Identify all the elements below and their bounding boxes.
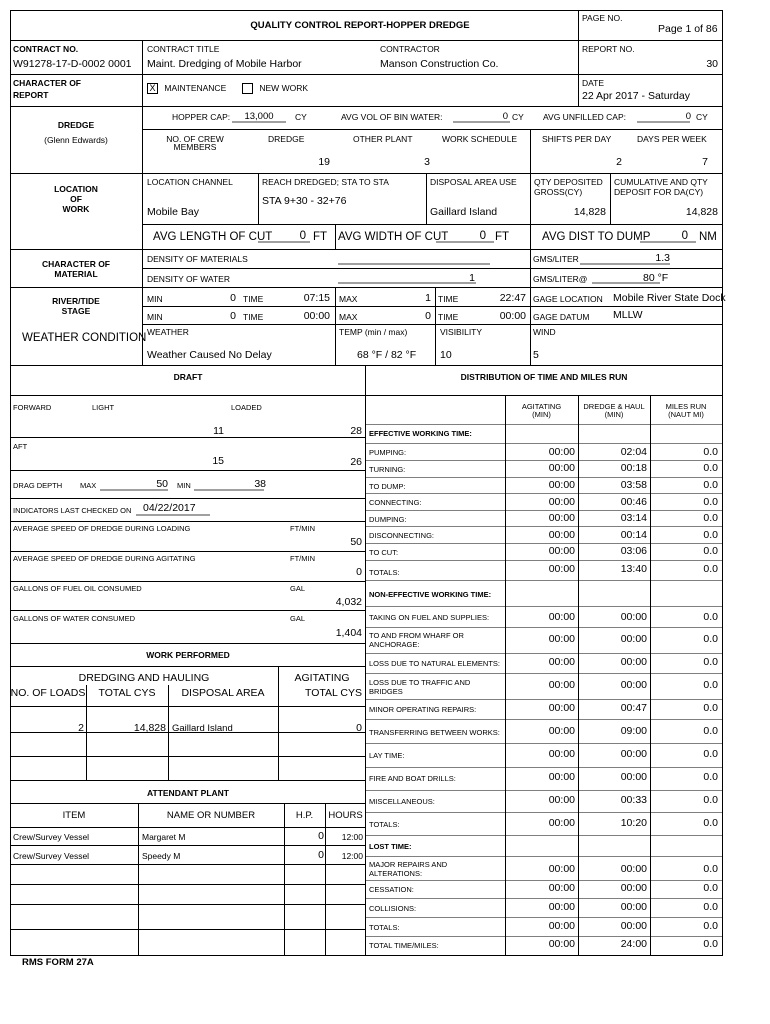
qty-label-2: GROSS(CY)	[534, 187, 583, 197]
river-time2-value: 00:00	[303, 310, 330, 322]
plant-row-2-item: Crew/Survey Vessel	[13, 851, 90, 861]
days-value: 7	[702, 156, 708, 168]
miles-col-label-1: MILES RUN	[665, 402, 707, 411]
total-time-agitating: 00:00	[548, 938, 575, 950]
eff-row-dredge: 03:58	[620, 479, 647, 491]
avg-length-value: 0	[299, 230, 306, 242]
cum-label-1: CUMULATIVE AND QTY	[614, 177, 708, 187]
gage-datum-label: GAGE DATUM	[533, 312, 590, 322]
eff-row-miles: 0.0	[703, 545, 718, 557]
eff-row-agitating: 00:00	[548, 545, 575, 557]
date-label: DATE	[582, 78, 605, 88]
eff-row-dredge: 00:46	[620, 496, 647, 508]
neff-row-label-2: BRIDGES	[369, 687, 403, 696]
density-water-value: 1	[469, 272, 475, 284]
plant-row-1-hp: 0	[318, 830, 324, 842]
loaded-label: LOADED	[231, 403, 262, 412]
neff-row-dredge: 00:00	[620, 611, 647, 623]
cum-label-2: DEPOSIT FOR DA(CY)	[614, 187, 704, 197]
drag-min-value: 38	[254, 478, 266, 490]
report-title: QUALITY CONTROL REPORT-HOPPER DREDGE	[250, 20, 470, 31]
lost-row-label: COLLISIONS:	[369, 904, 417, 913]
dredge-haul-col-label-1: DREDGE & HAUL	[583, 402, 645, 411]
aft-loaded-value: 26	[350, 456, 362, 468]
avg-speed-agitating-value: 0	[356, 566, 362, 578]
lost-time-title: LOST TIME:	[369, 842, 412, 851]
eff-row-agitating: 00:00	[548, 512, 575, 524]
maintenance-checkbox[interactable]: X	[147, 83, 158, 94]
eff-row-miles: 0.0	[703, 479, 718, 491]
neff-totals-label: TOTALS:	[369, 820, 400, 829]
avg-speed-agitating-unit: FT/MIN	[290, 554, 315, 563]
material-label-1: CHARACTER OF	[42, 259, 110, 269]
reach-label: REACH DREDGED; STA TO STA	[262, 177, 389, 187]
contractor-label: CONTRACTOR	[380, 44, 440, 54]
aft-label: AFT	[13, 442, 28, 451]
avg-unfilled-label: AVG UNFILLED CAP:	[543, 112, 626, 122]
neff-totals-agitating: 00:00	[548, 817, 575, 829]
neff-row-label: MINOR OPERATING REPAIRS:	[369, 705, 477, 714]
eff-row-agitating: 00:00	[548, 496, 575, 508]
other-plant-crew-value: 3	[424, 156, 430, 168]
neff-row-miles: 0.0	[703, 702, 718, 714]
contract-title-value: Maint. Dredging of Mobile Harbor	[147, 58, 302, 70]
neff-row-miles: 0.0	[703, 748, 718, 760]
neff-row-miles: 0.0	[703, 656, 718, 668]
water-unit: GAL	[290, 614, 306, 623]
no-loads-label: NO. OF LOADS	[10, 687, 86, 699]
hopper-cap-value: 13,000	[244, 111, 274, 122]
eff-row-label: PUMPING:	[369, 448, 407, 457]
page-no-value: Page 1 of 86	[658, 23, 718, 35]
avg-speed-agitating-label: AVERAGE SPEED OF DREDGE DURING AGITATING	[13, 554, 196, 563]
lost-row-miles: 0.0	[703, 882, 718, 894]
neff-row-dredge: 09:00	[620, 725, 647, 737]
avg-dist-value: 0	[681, 230, 688, 242]
attendant-plant-title: ATTENDANT PLANT	[147, 788, 229, 798]
eff-row-agitating: 00:00	[548, 529, 575, 541]
eff-row-dredge: 03:14	[620, 512, 647, 524]
neff-row-agitating: 00:00	[548, 656, 575, 668]
avg-vol-label: AVG VOL OF BIN WATER:	[341, 112, 443, 122]
neff-row-agitating: 00:00	[548, 702, 575, 714]
location-label-1: LOCATION	[54, 184, 98, 194]
neff-row-agitating: 00:00	[548, 633, 575, 645]
channel-label: LOCATION CHANNEL	[147, 177, 233, 187]
lost-row-dredge: 00:00	[620, 863, 647, 875]
river-min2-label: MIN	[147, 312, 163, 322]
report-no-value: 30	[706, 58, 718, 70]
plant-row-1-item: Crew/Survey Vessel	[13, 832, 90, 842]
eff-row-dredge: 02:04	[620, 446, 647, 458]
dredge-haul-col-label-2: (MIN)	[604, 410, 624, 419]
lost-row-agitating: 00:00	[548, 882, 575, 894]
eff-row-miles: 0.0	[703, 462, 718, 474]
name-number-label: NAME OR NUMBER	[166, 810, 256, 821]
plant-row-2-hp: 0	[318, 849, 324, 861]
lost-row-agitating: 00:00	[548, 863, 575, 875]
plant-row-1-hours: 12:00	[341, 832, 363, 842]
disposal-area-value: Gaillard Island	[172, 723, 233, 734]
lost-row-label-2: ALTERATIONS:	[369, 869, 423, 878]
river-max2-value: 0	[425, 310, 431, 322]
neff-row-miles: 0.0	[703, 679, 718, 691]
light-label: LIGHT	[92, 403, 115, 412]
density-water-label: DENSITY OF WATER	[147, 274, 230, 284]
indicators-label: INDICATORS LAST CHECKED ON	[13, 506, 132, 515]
total-cys-label: TOTAL CYS	[98, 687, 156, 699]
eff-row-dredge: 00:14	[620, 529, 647, 541]
fuel-value: 4,032	[335, 596, 362, 608]
neff-row-label: MISCELLANEOUS:	[369, 797, 435, 806]
contract-no-label: CONTRACT NO.	[13, 44, 79, 54]
neff-row-label: FIRE AND BOAT DRILLS:	[369, 774, 456, 783]
dredge-crew-value: 19	[318, 156, 330, 168]
river-label-2: STAGE	[61, 306, 91, 316]
lost-row-agitating: 00:00	[548, 901, 575, 913]
work-performed-title: WORK PERFORMED	[146, 650, 230, 660]
wind-label: WIND	[533, 327, 556, 337]
avg-width-value: 0	[479, 230, 486, 242]
shifts-label: SHIFTS PER DAY	[542, 134, 612, 144]
neff-row-agitating: 00:00	[548, 725, 575, 737]
neff-row-miles: 0.0	[703, 794, 718, 806]
dredge-col-label: DREDGE	[268, 134, 305, 144]
neff-row-miles: 0.0	[703, 725, 718, 737]
new-work-option[interactable]	[242, 83, 308, 94]
disposal-use-value: Gaillard Island	[430, 206, 498, 218]
dredging-hauling-label: DREDGING AND HAULING	[78, 672, 210, 684]
effective-title: EFFECTIVE WORKING TIME:	[369, 429, 472, 438]
neff-row-miles: 0.0	[703, 611, 718, 623]
maintenance-option[interactable]	[147, 83, 226, 94]
neff-row-label: TAKING ON FUEL AND SUPPLIES:	[369, 613, 490, 622]
total-cys-value: 14,828	[133, 722, 166, 734]
forward-light-value: 11	[213, 425, 224, 437]
work-schedule-label: WORK SCHEDULE	[442, 134, 518, 144]
drag-max-value: 50	[156, 478, 168, 490]
forward-loaded-value: 28	[350, 425, 362, 437]
forward-label: FORWARD	[13, 403, 52, 412]
lost-totals-miles: 0.0	[703, 920, 718, 932]
river-time1b-label: TIME	[438, 294, 459, 304]
density-materials-label: DENSITY OF MATERIALS	[147, 254, 248, 264]
river-time2b-value: 00:00	[499, 310, 526, 322]
item-label: ITEM	[62, 810, 86, 821]
neff-row-agitating: 00:00	[548, 794, 575, 806]
lost-totals-dredge: 00:00	[620, 920, 647, 932]
hp-label: H.P.	[295, 810, 314, 821]
indicators-value: 04/22/2017	[143, 502, 196, 514]
avg-length-unit: FT	[313, 231, 328, 243]
river-max2-label: MAX	[339, 312, 358, 322]
crew-label: NO. OF CREW MEMBERS	[166, 134, 224, 152]
lost-row-dredge: 00:00	[620, 901, 647, 913]
plant-row-2-name: Speedy M	[142, 851, 181, 861]
temp-value: 68 °F / 82 °F	[357, 349, 417, 361]
neff-row-label-2: ANCHORAGE:	[369, 640, 420, 649]
river-time1b-value: 22:47	[499, 292, 526, 304]
neff-row-miles: 0.0	[703, 633, 718, 645]
gms-liter-at-value: 80 °F	[643, 272, 669, 284]
contractor-value: Manson Construction Co.	[380, 58, 499, 70]
gage-datum-value: MLLW	[613, 309, 643, 321]
agitating-col-label-1: AGITATING	[521, 402, 562, 411]
avg-width-label: AVG WIDTH OF CUT	[338, 231, 449, 243]
eff-row-miles: 0.0	[703, 529, 718, 541]
neff-row-label: LOSS DUE TO NATURAL ELEMENTS:	[369, 659, 501, 668]
eff-row-label: DUMPING:	[369, 515, 407, 524]
neff-row-label-1: TO AND FROM WHARF OR	[369, 631, 464, 640]
non-effective-title: NON-EFFECTIVE WORKING TIME:	[369, 590, 492, 599]
drag-max-label: MAX	[80, 481, 97, 490]
character-report-label-1: CHARACTER OF	[13, 78, 81, 88]
neff-row-label: TRANSFERRING BETWEEN WORKS:	[369, 728, 500, 737]
eff-row-label: DISCONNECTING:	[369, 531, 435, 540]
river-max1-label: MAX	[339, 294, 358, 304]
water-label: GALLONS OF WATER CONSUMED	[13, 614, 136, 623]
eff-row-agitating: 00:00	[548, 446, 575, 458]
material-label-2: MATERIAL	[54, 269, 98, 279]
neff-row-agitating: 00:00	[548, 679, 575, 691]
draft-title: DRAFT	[173, 372, 203, 382]
shifts-value: 2	[616, 156, 622, 168]
agitating-label: AGITATING	[294, 672, 350, 684]
avg-vol-unit: CY	[512, 112, 524, 122]
neff-row-label-1: LOSS DUE TO TRAFFIC AND	[369, 678, 471, 687]
channel-value: Mobile Bay	[147, 206, 199, 218]
agitating-col-label-2: (MIN)	[532, 410, 551, 419]
eff-totals-dredge: 13:40	[620, 563, 647, 575]
eff-row-agitating: 00:00	[548, 479, 575, 491]
dredge-label: DREDGE	[57, 120, 95, 130]
river-time2-label: TIME	[243, 312, 264, 322]
lost-row-label: CESSATION:	[369, 885, 414, 894]
river-time1-label: TIME	[243, 294, 264, 304]
avg-unfilled-unit: CY	[696, 112, 708, 122]
hopper-cap-unit: CY	[295, 112, 307, 122]
eff-totals-miles: 0.0	[703, 563, 718, 575]
character-report-label-2: REPORT	[13, 90, 49, 100]
eff-row-dredge: 00:18	[620, 462, 647, 474]
gms-liter-value: 1.3	[655, 252, 670, 264]
eff-row-miles: 0.0	[703, 446, 718, 458]
river-label-1: RIVER/TIDE	[52, 296, 100, 306]
cum-value: 14,828	[685, 206, 718, 218]
qty-label-1: QTY DEPOSITED	[534, 177, 603, 187]
other-plant-label: OTHER PLANT	[353, 134, 413, 144]
fuel-label: GALLONS OF FUEL OIL CONSUMED	[13, 584, 142, 593]
weather-label: WEATHER	[147, 327, 189, 337]
plant-row-1-name: Margaret M	[142, 832, 186, 842]
neff-totals-dredge: 10:20	[620, 817, 647, 829]
new-work-checkbox[interactable]	[242, 83, 253, 94]
avg-speed-loading-label: AVERAGE SPEED OF DREDGE DURING LOADING	[13, 524, 191, 533]
water-value: 1,404	[335, 627, 362, 639]
river-time1-value: 07:15	[303, 292, 330, 304]
avg-speed-loading-unit: FT/MIN	[290, 524, 315, 533]
visibility-label: VISIBILITY	[440, 327, 483, 337]
total-time-dredge: 24:00	[620, 938, 647, 950]
total-time-miles-label: TOTAL TIME/MILES:	[369, 941, 439, 950]
agitating-total-value: 0	[356, 722, 362, 734]
dredge-name: (Glenn Edwards)	[44, 135, 108, 145]
river-min1-label: MIN	[147, 294, 163, 304]
hopper-cap-label: HOPPER CAP:	[172, 112, 231, 122]
eff-row-label: TO CUT:	[369, 548, 399, 557]
visibility-value: 10	[440, 349, 452, 361]
date-value: 22 Apr 2017 - Saturday	[582, 90, 690, 102]
new-work-label: NEW WORK	[259, 82, 309, 93]
neff-row-dredge: 00:47	[620, 702, 647, 714]
river-time2b-label: TIME	[438, 312, 459, 322]
neff-totals-miles: 0.0	[703, 817, 718, 829]
reach-value: STA 9+30 - 32+76	[262, 195, 347, 207]
avg-dist-label: AVG DIST TO DUMP	[542, 231, 651, 243]
neff-row-agitating: 00:00	[548, 748, 575, 760]
avg-dist-unit: NM	[699, 231, 717, 243]
aft-light-value: 15	[212, 455, 224, 467]
contract-title-label: CONTRACT TITLE	[147, 44, 220, 54]
avg-length-label: AVG LENGTH OF CUT	[153, 231, 273, 243]
eff-row-miles: 0.0	[703, 512, 718, 524]
fuel-unit: GAL	[290, 584, 306, 593]
neff-row-dredge: 00:00	[620, 748, 647, 760]
neff-row-dredge: 00:00	[620, 771, 647, 783]
distribution-title: DISTRIBUTION OF TIME AND MILES RUN	[460, 372, 628, 382]
drag-min-label: MIN	[177, 481, 191, 490]
eff-row-miles: 0.0	[703, 496, 718, 508]
miles-col-label-2: (NAUT MI)	[668, 410, 704, 419]
neff-row-agitating: 00:00	[548, 771, 575, 783]
river-max1-value: 1	[425, 292, 431, 304]
gage-location-value: Mobile River State Dock	[613, 292, 726, 304]
wind-value: 5	[533, 349, 539, 361]
eff-totals-label: TOTALS:	[369, 568, 400, 577]
disposal-use-label: DISPOSAL AREA USE	[430, 177, 517, 187]
eff-row-dredge: 03:06	[620, 545, 647, 557]
gms-liter-label: GMS/LITER	[533, 254, 579, 264]
gms-liter-at-label: GMS/LITER@	[533, 274, 588, 284]
neff-row-miles: 0.0	[703, 771, 718, 783]
report-no-label: REPORT NO.	[582, 44, 635, 54]
form-name: RMS FORM 27A	[22, 957, 94, 968]
lost-row-miles: 0.0	[703, 901, 718, 913]
lost-row-dredge: 00:00	[620, 882, 647, 894]
location-label-2: OF	[70, 194, 82, 204]
no-loads-value: 2	[78, 722, 84, 734]
neff-row-label: LAY TIME:	[369, 751, 405, 760]
avg-speed-loading-value: 50	[350, 536, 362, 548]
avg-unfilled-value: 0	[685, 111, 691, 122]
lost-row-miles: 0.0	[703, 863, 718, 875]
eff-totals-agitating: 00:00	[548, 563, 575, 575]
eff-row-agitating: 00:00	[548, 462, 575, 474]
agitating-total-label: TOTAL CYS	[305, 687, 362, 699]
eff-row-label: CONNECTING:	[369, 498, 422, 507]
neff-row-dredge: 00:33	[620, 794, 647, 806]
qty-value: 14,828	[573, 206, 606, 218]
gage-location-label: GAGE LOCATION	[533, 294, 603, 304]
temp-label: TEMP (min / max)	[339, 327, 408, 337]
hours-label: HOURS	[328, 810, 363, 821]
avg-width-unit: FT	[495, 231, 510, 243]
neff-row-dredge: 00:00	[620, 633, 647, 645]
lost-totals-agitating: 00:00	[548, 920, 575, 932]
eff-row-label: TO DUMP:	[369, 482, 406, 491]
weather-condition-label: WEATHER CONDITION	[22, 332, 147, 344]
contract-no-value: W91278-17-D-0002 0001	[13, 58, 132, 70]
total-time-miles: 0.0	[703, 938, 718, 950]
lost-row-label-1: MAJOR REPAIRS AND	[369, 860, 448, 869]
plant-row-2-hours: 12:00	[341, 851, 363, 861]
river-min1-value: 0	[230, 292, 236, 304]
neff-row-dredge: 00:00	[620, 679, 647, 691]
neff-row-agitating: 00:00	[548, 611, 575, 623]
page-no-label: PAGE NO.	[582, 13, 623, 23]
eff-row-label: TURNING:	[369, 465, 406, 474]
maintenance-label: MAINTENANCE	[164, 82, 227, 93]
days-label: DAYS PER WEEK	[637, 134, 707, 144]
avg-vol-value: 0	[502, 111, 508, 122]
drag-depth-label: DRAG DEPTH	[13, 481, 63, 490]
weather-value: Weather Caused No Delay	[147, 349, 272, 361]
river-min2-value: 0	[230, 310, 236, 322]
location-label-3: WORK	[62, 204, 90, 214]
disposal-area-label: DISPOSAL AREA	[181, 687, 265, 699]
lost-totals-label: TOTALS:	[369, 923, 400, 932]
neff-row-dredge: 00:00	[620, 656, 647, 668]
